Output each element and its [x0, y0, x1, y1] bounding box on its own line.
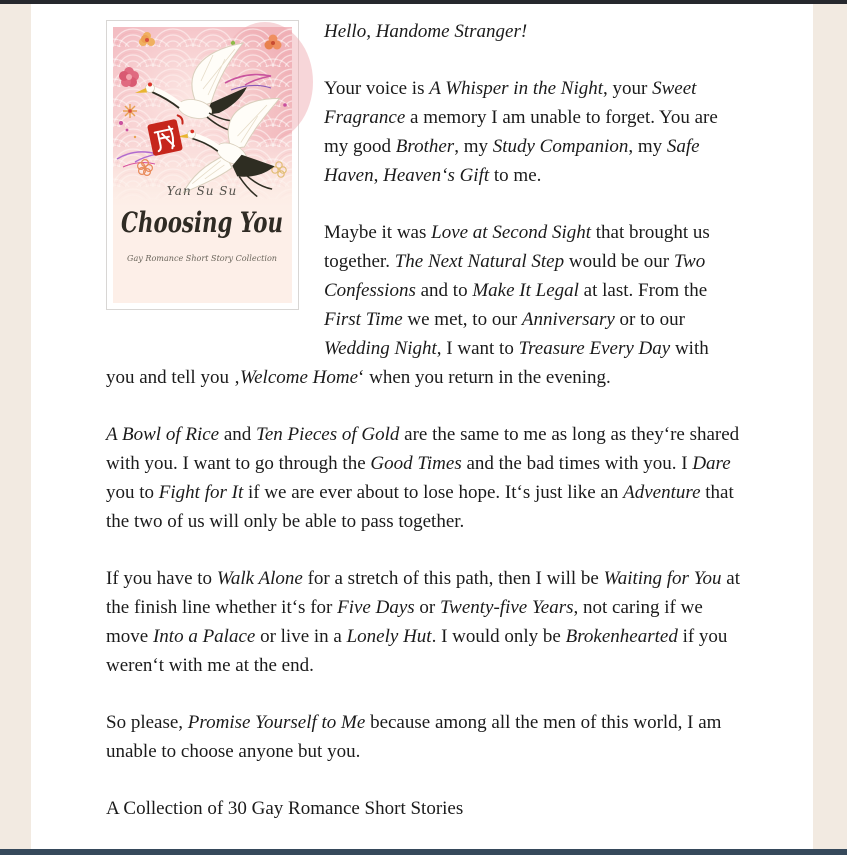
- paragraph-1: Your voice is A Whisper in the Night, your Sweet Fragrance a memory I am unable to forget. You are my good Brother, my Study Companion, my Safe Haven, Heaven‘s Gift to me.: [324, 78, 718, 186]
- bottom-border-bar: [0, 849, 847, 855]
- right-margin-column: [813, 4, 847, 849]
- paragraph-3: A Bowl of Rice and Ten Pieces of Gold are the same to me as long as they‘re shared with you. I want to go through the Good Times and the bad times with you. I Dare you to Fight for It if we are ever about to lose hope. It‘s just like an Adventure that the two of us will only be able to pass together.: [106, 424, 740, 532]
- cover-author: Yan Su Su: [166, 184, 238, 198]
- book-cover: [106, 20, 299, 310]
- content-area: [31, 4, 813, 849]
- left-margin-column: [0, 4, 31, 849]
- paragraph-4: If you have to Walk Alone for a stretch of this path, then I will be Waiting for You at the finish line whether it‘s for Five Days or Twenty-five Years, not caring if we move Into a Palace or live in a Lonely Hut. I would only be Brokenhearted if you weren‘t with me at the end.: [106, 568, 740, 676]
- paragraph-5: So please, Promise Yourself to Me because among all the men of this world, I am unable to choose anyone but you.: [106, 712, 722, 762]
- paragraph-collection: A Collection of 30 Gay Romance Short Stories: [106, 798, 464, 819]
- book-cover-art: [113, 27, 292, 303]
- cover-subtitle: Gay Romance Short Story Collection: [127, 254, 277, 263]
- paragraph-2: Maybe it was Love at Second Sight that brought us together. The Next Natural Step would be our Two Confessions and to Make It Legal at last. From the First Time we met, to our Anniversary or to our Wedding Night, I want to Treasure Every Day with you and tell you ‚Welcome Home‘ when you return in the evening.: [106, 222, 710, 388]
- paragraph-greeting: Hello, Handome Stranger!: [324, 21, 528, 42]
- cover-title: Choosing You: [121, 206, 283, 239]
